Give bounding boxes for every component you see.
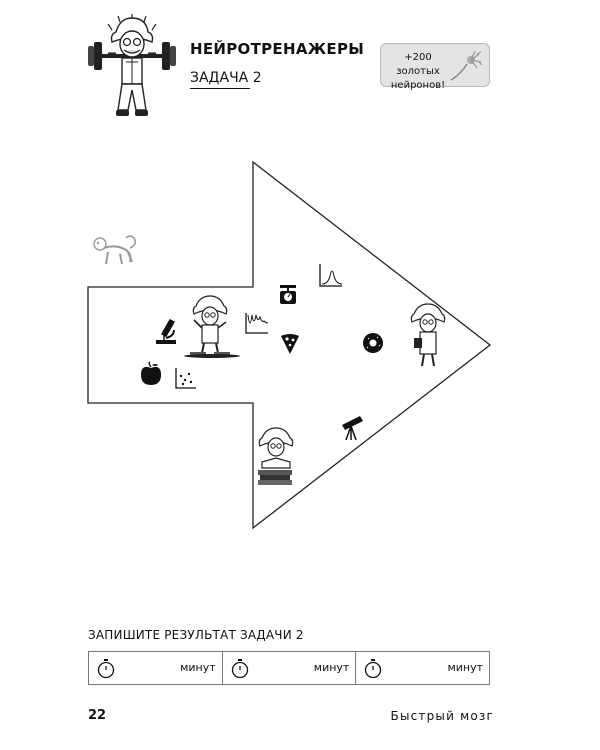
reward-text: +200 золотых нейронов!	[390, 52, 446, 91]
result-table	[88, 651, 490, 685]
minutes-label: минут	[180, 661, 216, 674]
scale-icon	[280, 285, 296, 304]
result-cell-3[interactable]	[356, 652, 489, 684]
result-cell-2[interactable]	[223, 652, 357, 684]
stopwatch-icon	[231, 659, 249, 679]
result-cell-1[interactable]	[89, 652, 223, 684]
page-number: 22	[88, 708, 107, 723]
stopwatch-icon	[97, 659, 115, 679]
result-heading: ЗАПИШИТЕ РЕЗУЛЬТАТ ЗАДАЧИ 2	[88, 628, 304, 642]
task-subtitle: ЗАДАЧА 2	[190, 70, 262, 86]
monkey-icon	[94, 236, 135, 264]
minutes-label: минут	[313, 661, 350, 674]
stopwatch-icon	[364, 659, 382, 679]
page-title: НЕЙРОТРЕНАЖЕРЫ	[190, 40, 365, 58]
book-title: Быстрый мозг	[390, 709, 494, 723]
minutes-label: минут	[447, 661, 484, 674]
donut-icon	[363, 333, 383, 353]
